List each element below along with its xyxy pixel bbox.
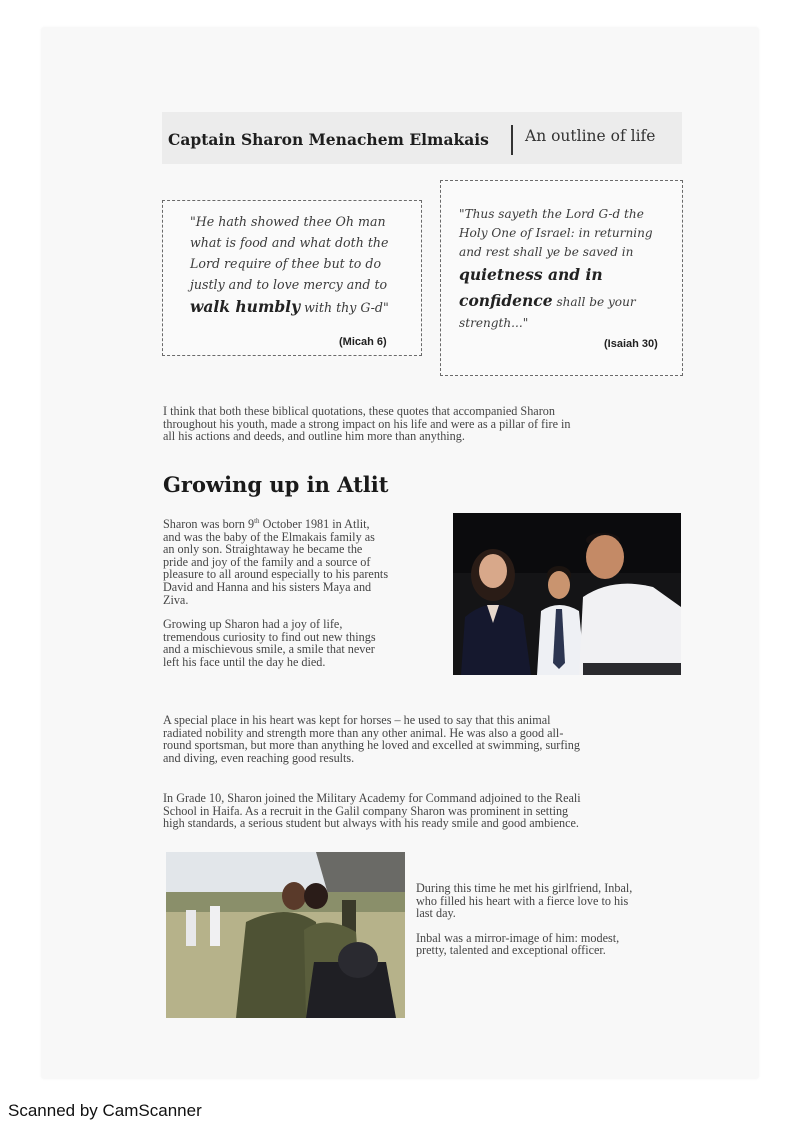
military-photo — [166, 852, 405, 1018]
quote-line: justly and to love mercy and to — [190, 277, 388, 292]
title-divider — [511, 125, 513, 155]
family-photo — [453, 513, 681, 675]
text-line: who filled his heart with a fierce love to his — [416, 893, 629, 908]
text-line: round sportsman, but more than anything he loved and excelled at swimming, surfing — [163, 738, 580, 753]
quote-line: and rest shall ye be saved in — [459, 245, 634, 259]
academy-paragraph — [163, 792, 683, 830]
text-line: pretty, talented and exceptional officer. — [416, 943, 606, 958]
text-line: pride and joy of the family and a source of — [163, 554, 371, 569]
text-line: and was the baby of the Elmakais family as — [163, 529, 375, 544]
scanner-watermark: Scanned by CamScanner — [8, 1101, 202, 1120]
text-line: Growing up Sharon had a joy of life, — [163, 617, 343, 632]
section-heading: Growing up in Atlit — [163, 472, 389, 497]
inbal-paragraph — [416, 882, 696, 957]
text-line: an only son. Straightaway he became the — [163, 542, 363, 557]
quote-tail: shall be your — [552, 295, 636, 309]
horses-paragraph — [163, 714, 683, 764]
text-line: Inbal was a mirror-image of him: modest, — [416, 930, 620, 945]
quote-reference-isaiah: (Isaiah 30) — [604, 338, 658, 350]
text-line: and diving, even reaching good results. — [163, 750, 355, 765]
text-line: last day. — [416, 906, 456, 921]
quote-box-isaiah — [440, 180, 683, 376]
text-line: During this time he met his girlfriend, Inbal, — [416, 881, 633, 895]
text-line: Sharon was born 9th October 1981 in Atlit, — [163, 517, 370, 532]
text-line: David and Hanna and his sisters Maya and — [163, 580, 372, 595]
text-line: School in Haifa. As a recruit in the Galil company Sharon was prominent in setting — [163, 803, 569, 818]
quote-line: Holy One of Israel: in returning — [459, 226, 653, 240]
text-line: Ziva. — [163, 592, 189, 607]
quote-emphasis: confidence — [459, 291, 553, 310]
quote-emphasis: walk humbly — [190, 297, 301, 316]
text-line: In Grade 10, Sharon joined the Military Academy for Command adjoined to the Reali — [163, 791, 581, 805]
quote-line: strength..." — [459, 316, 529, 330]
intro-paragraph — [163, 405, 683, 443]
quote-box-micah — [162, 200, 422, 356]
text-line: tremendous curiosity to find out new things — [163, 629, 376, 644]
text-line: I think that both these biblical quotations, these quotes that accompanied Sharon — [163, 404, 555, 418]
text-line: left his face until the day he died. — [163, 655, 326, 669]
text-line: throughout his youth, made a strong impact on his life and were as a pillar of fire in — [163, 416, 571, 431]
quote-line: "Thus sayeth the Lord G-d the — [459, 207, 644, 221]
quote-tail: with thy G-d" — [300, 300, 389, 315]
birth-paragraph — [163, 515, 443, 669]
text-line: radiated nobility and strength more than any other animal. He was also a good all- — [163, 725, 564, 740]
quote-emphasis: quietness and in — [459, 265, 603, 284]
quote-reference-micah: (Micah 6) — [339, 336, 387, 348]
quote-line: what is food and what doth the — [190, 235, 389, 250]
title-name: Captain Sharon Menachem Elmakais — [168, 130, 489, 149]
text-line: high standards, a serious student but always with his ready smile and good ambience. — [163, 816, 579, 831]
text-line: pleasure to all around especially to his parents — [163, 567, 389, 582]
text-line: and a mischievous smile, a smile that never — [163, 642, 375, 657]
quote-line: Lord require of thee but to do — [190, 256, 382, 271]
text-line: all his actions and deeds, and outline him more than anything. — [163, 429, 465, 444]
text-line: A special place in his heart was kept for horses – he used to say that this animal — [163, 713, 551, 727]
title-subtitle: An outline of life — [525, 127, 656, 145]
quote-line: "He hath showed thee Oh man — [190, 214, 386, 229]
